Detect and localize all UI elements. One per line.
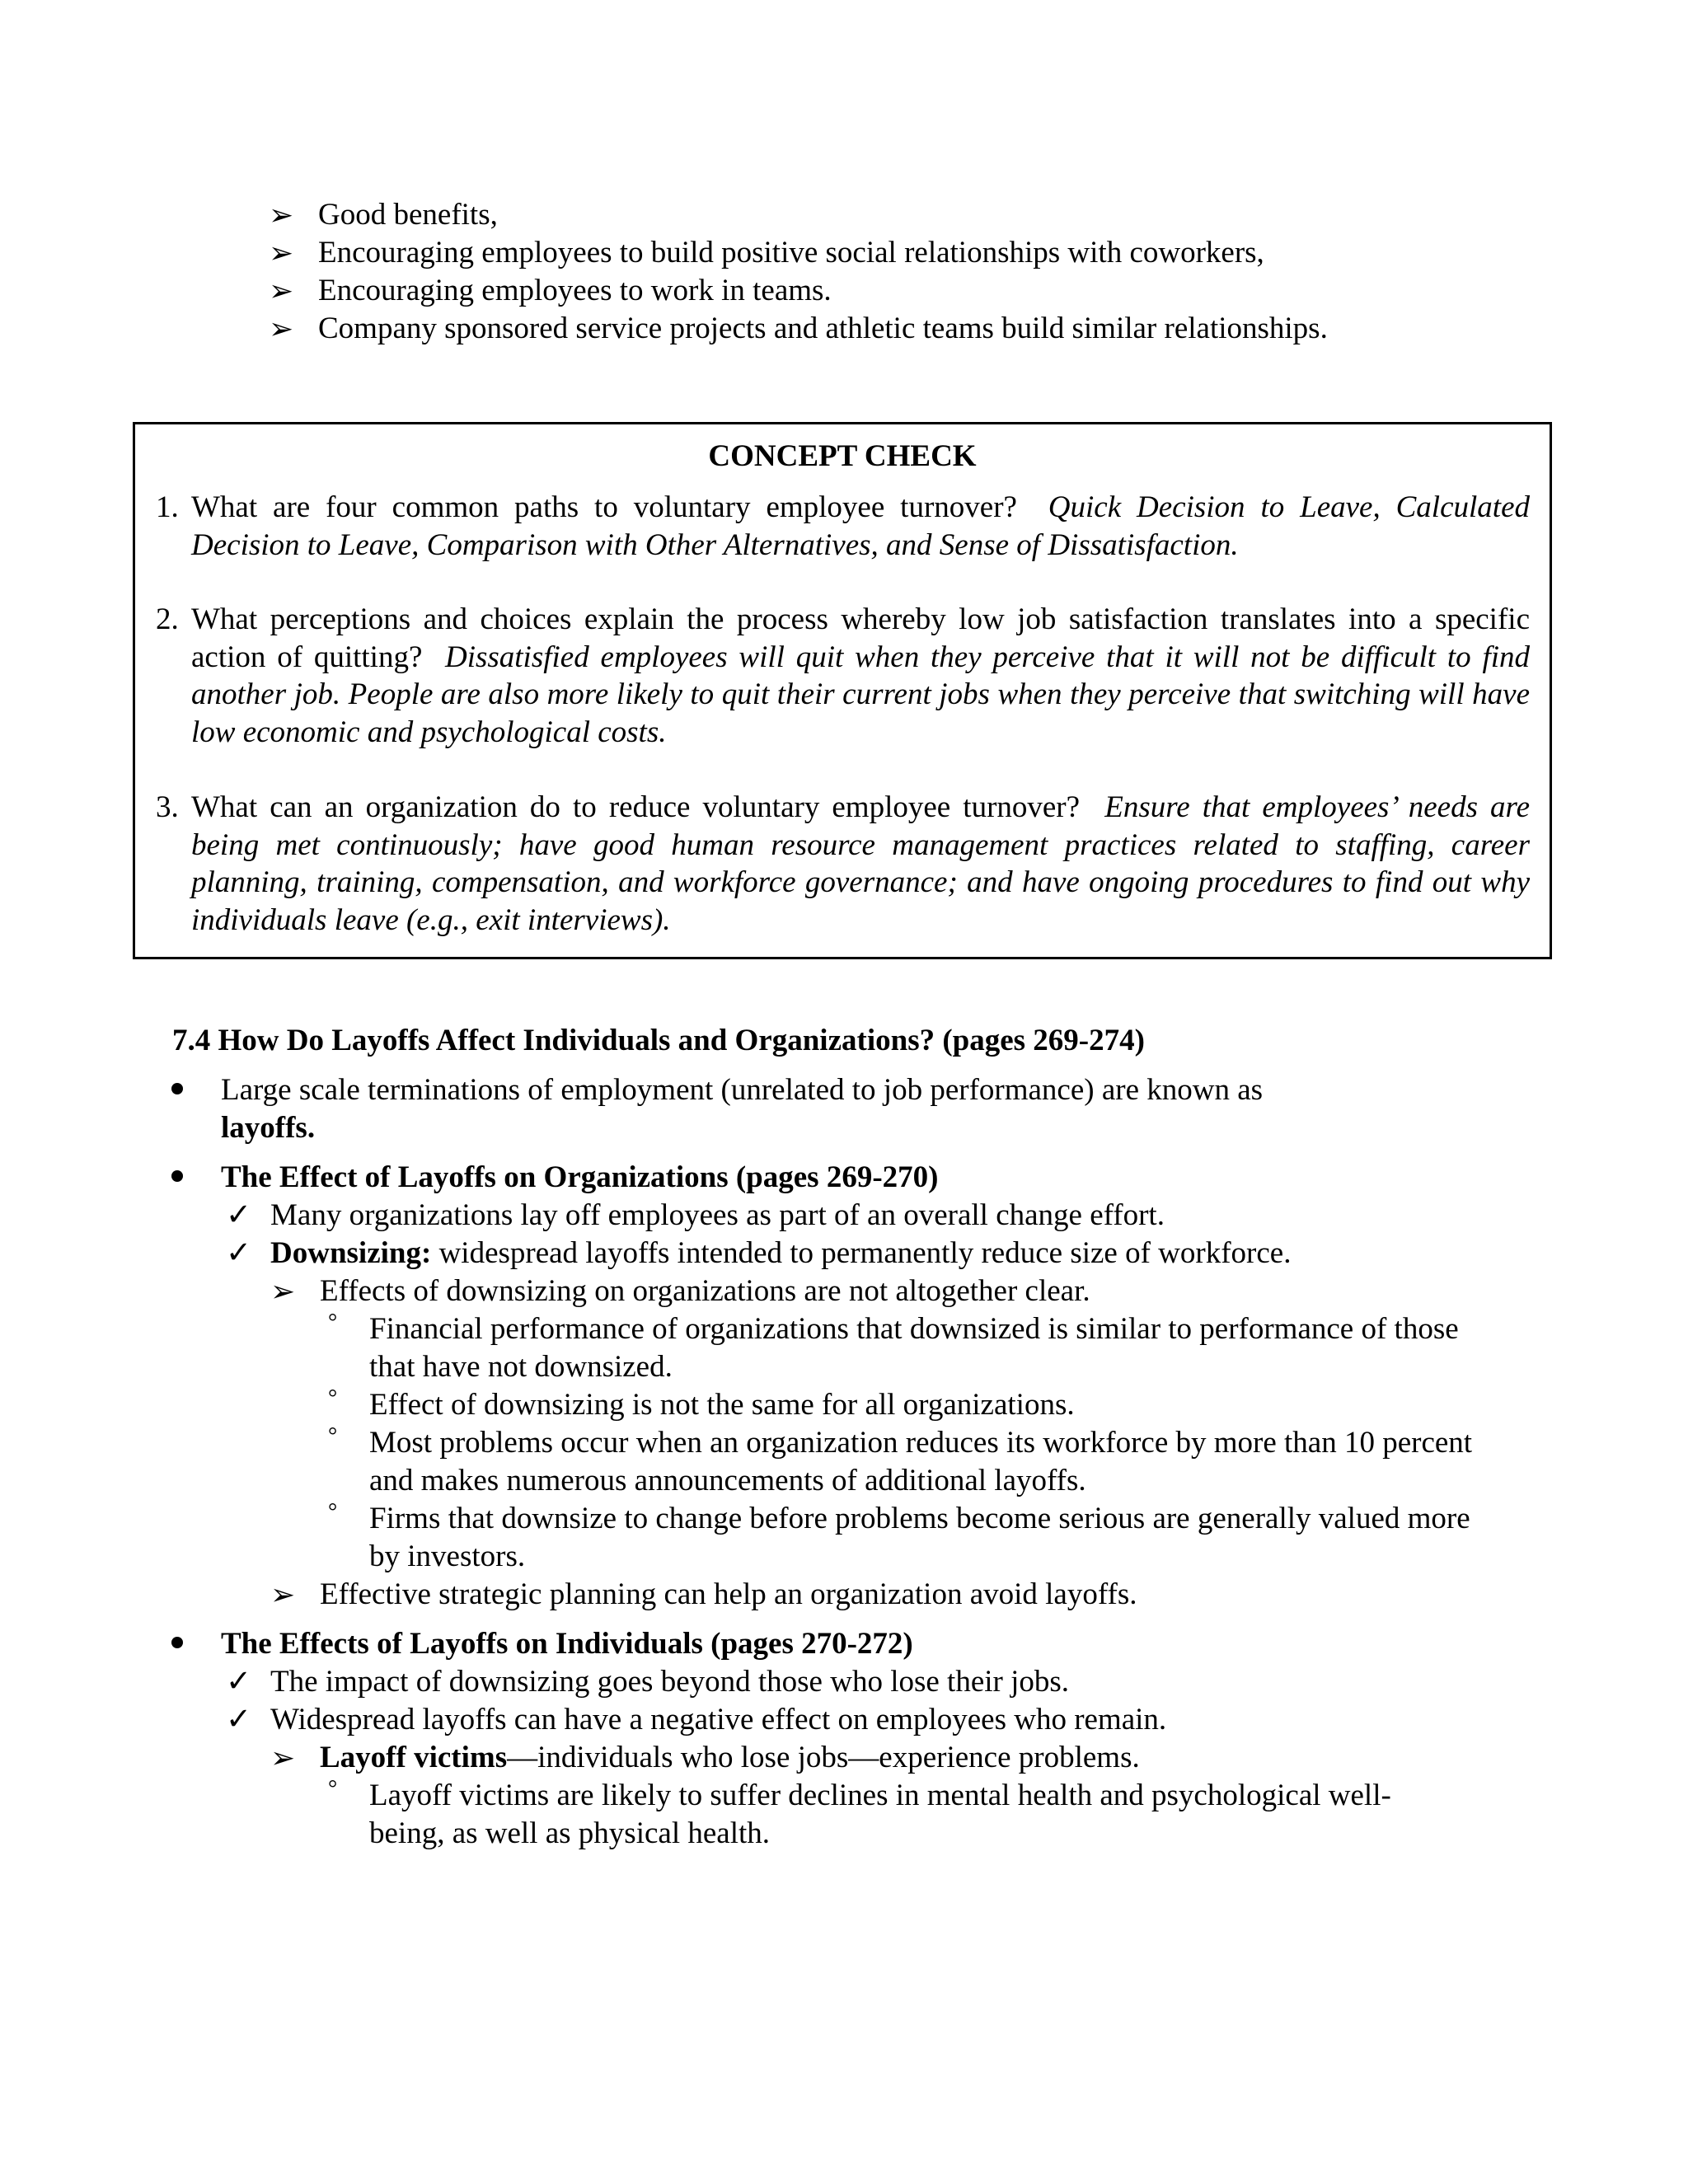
list-item-text: Good benefits, [318,198,498,232]
arrow-item [221,1272,1599,1310]
list-item [269,196,1587,234]
check-item [221,1197,1599,1235]
list-item-text: Encouraging employees to build positive social relationships with coworkers, [318,236,1264,269]
bullet-text [221,1071,1599,1147]
intro-term: layoffs. [221,1111,316,1145]
arrow-item [221,1739,1599,1777]
concept-question [156,789,1530,939]
arrow-item-term: Layoff victims [320,1741,508,1774]
arrow-item-text: Effects of downsizing on organizations are not altogether clear. [320,1274,1090,1308]
checkmark-icon: ✓ [226,1236,252,1270]
subheading [221,1625,1599,1663]
bullet-dot-icon [171,1637,183,1648]
concept-question [156,489,1530,564]
section-heading: 7.4 How Do Layoffs Affect Individuals and Organizations? (pages 269-274) [172,1024,1145,1057]
arrow-bullet-icon: ➢ [269,237,294,269]
question-text: What are four common paths to voluntary employee turnover? [191,490,1017,524]
answer-text: Dissatisfied employees will quit when they perceive that it will not be difficult to find another job. People are also more likely to quit their current jobs when they perceive that switching will have low economic and psychological costs. [191,640,1531,749]
check-item-term: Downsizing: [270,1236,432,1270]
question-body [191,601,1530,751]
question-number: 1. [156,490,179,524]
degree-bullet-icon: ° [328,1385,338,1411]
check-item-text: widespread layoffs intended to permanently reduce size of workforce. [438,1236,1292,1270]
benefits-list [269,196,1587,348]
degree-item [221,1500,1474,1576]
bullet-item [165,1071,1599,1147]
checkmark-icon: ✓ [226,1198,252,1232]
question-body [191,789,1530,939]
bullet-dot-icon [171,1083,183,1094]
degree-item [221,1310,1507,1386]
list-item-text: Encouraging employees to work in teams. [318,274,832,307]
section-content [165,1071,1599,1853]
bullet-dot-icon [171,1170,183,1182]
degree-bullet-icon: ° [328,1423,338,1449]
answer-text: Ensure that employees’ needs are being met continuously; have good human resource management practices related to staffing, career planning, training, compensation, and workforce governance; and have ongoing procedures to find out why individuals leave (e.g., exit interviews). [191,790,1531,937]
degree-item-text: Firms that downsize to change before problems become serious are generally valued more by investors. [369,1502,1470,1573]
question-number: 3. [156,790,179,824]
arrow-item-text: —individuals who lose jobs—experience problems. [507,1741,1140,1774]
degree-item-text: Financial performance of organizations that downsized is similar to performance of those that have not downsized. [369,1312,1459,1384]
check-item [221,1235,1599,1272]
concept-check-box [133,422,1552,959]
degree-bullet-icon: ° [328,1310,338,1335]
list-item [269,310,1587,348]
arrow-bullet-icon: ➢ [270,1741,296,1774]
degree-bullet-icon: ° [328,1499,338,1525]
arrow-bullet-icon: ➢ [270,1578,296,1611]
arrow-bullet-icon: ➢ [270,1275,296,1308]
degree-item [221,1777,1449,1853]
question-text: What perceptions and choices explain the process whereby low job satisfaction translates into a specific action of quitting? [191,602,1530,674]
check-item-text: Many organizations lay off employees as part of an overall change effort. [270,1198,1165,1232]
checkmark-icon: ✓ [226,1703,252,1736]
concept-question [156,601,1530,751]
degree-item [221,1386,1599,1424]
subheading [221,1159,1599,1197]
degree-item-text: Effect of downsizing is not the same for all organizations. [369,1388,1075,1422]
list-item [269,234,1587,272]
check-item [221,1701,1599,1739]
list-item [269,272,1587,310]
check-item-text: The impact of downsizing goes beyond those who lose their jobs. [270,1665,1070,1699]
arrow-item [221,1576,1599,1614]
degree-item-text: Most problems occur when an organization reduces its workforce by more than 10 percent and makes numerous announcements of additional layoffs. [369,1426,1473,1497]
arrow-bullet-icon: ➢ [269,199,294,232]
intro-text: Large scale terminations of employment (unrelated to job performance) are known as [221,1073,1264,1107]
subheading-text: The Effect of Layoffs on Organizations (pages 269-270) [221,1160,939,1194]
degree-item-text: Layoff victims are likely to suffer declines in mental health and psychological well-being, as well as physical health. [369,1779,1391,1850]
list-item-text: Company sponsored service projects and athletic teams build similar relationships. [318,312,1328,345]
subheading-text: The Effects of Layoffs on Individuals (pages 270-272) [221,1627,913,1661]
question-body [191,489,1530,564]
arrow-item-text: Effective strategic planning can help an organization avoid layoffs. [320,1577,1137,1611]
answer-text: Quick Decision to Leave, Calculated Decision to Leave, Comparison with Other Alternatives, and Sense of Dissatisfaction. [191,490,1530,562]
question-number: 2. [156,602,179,636]
checkmark-icon: ✓ [226,1665,252,1699]
question-text: What can an organization do to reduce voluntary employee turnover? [191,790,1081,824]
check-item-text: Widespread layoffs can have a negative effect on employees who remain. [270,1703,1167,1736]
bullet-item [165,1159,1599,1614]
bullet-item [165,1625,1599,1853]
arrow-bullet-icon: ➢ [269,312,294,345]
degree-item [221,1424,1498,1500]
concept-check-title: CONCEPT CHECK [708,439,977,473]
check-item [221,1663,1599,1701]
degree-bullet-icon: ° [328,1776,338,1802]
arrow-bullet-icon: ➢ [269,274,294,307]
